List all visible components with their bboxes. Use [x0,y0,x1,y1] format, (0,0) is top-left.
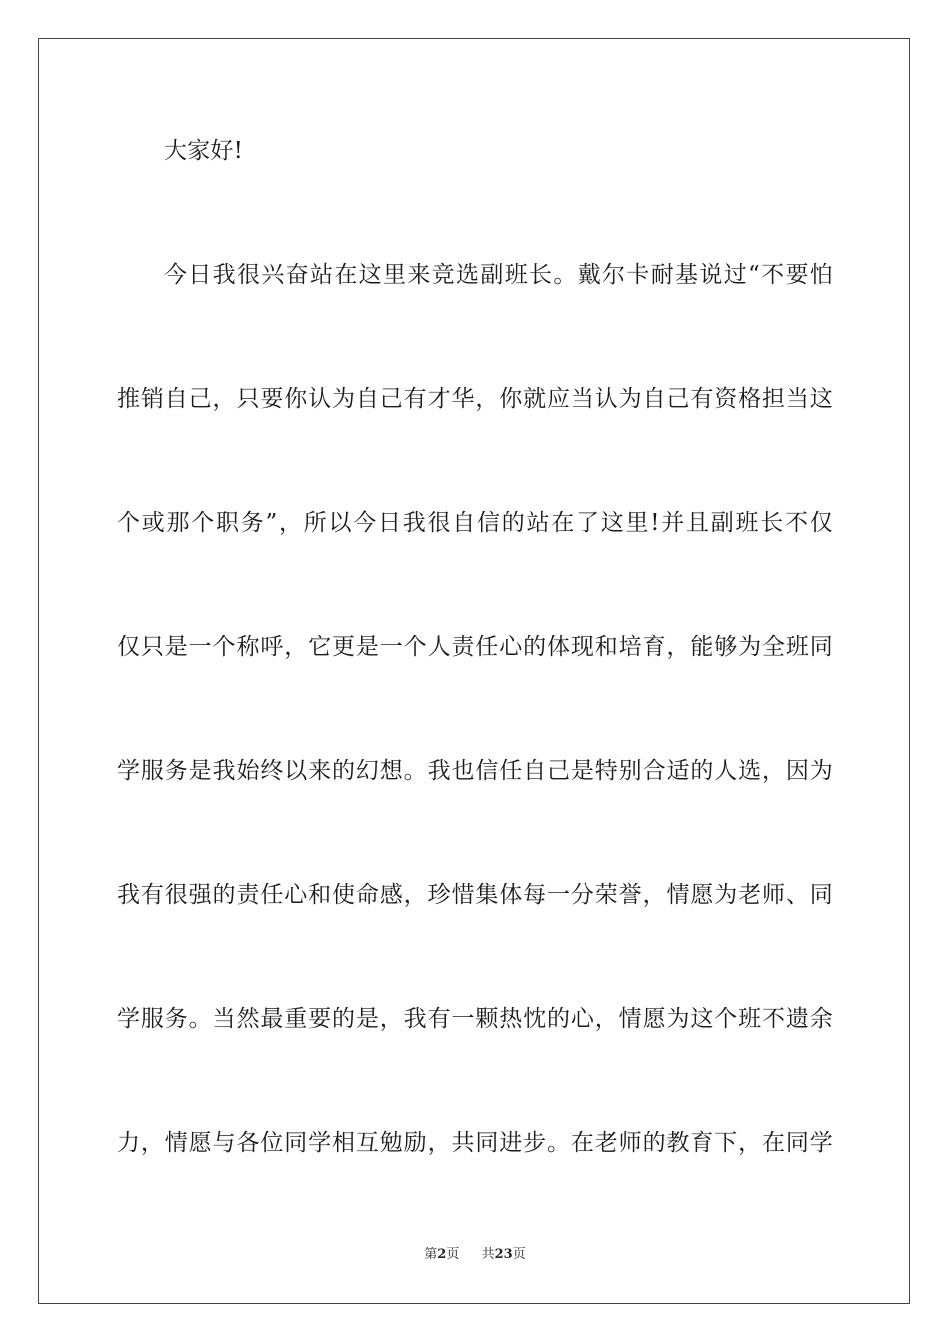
footer-total-prefix: 共 [481,1247,495,1262]
paragraph-line-6: 我有很强的责任心和使命感，珍惜集体每一分荣誉，情愿为老师、同 [117,882,833,908]
footer-page-suffix: 页 [446,1247,460,1262]
page-footer [0,1246,950,1264]
footer-page-total: 23 [494,1247,513,1262]
paragraph-line-7: 学服务。当然最重要的是，我有一颗热忱的心，情愿为这个班不遗余 [117,1006,833,1032]
paragraph-line-2: 推销自己，只要你认为自己有才华，你就应当认为自己有资格担当这 [117,386,833,412]
footer-page-prefix: 第 [424,1247,438,1262]
page-frame [38,38,910,1304]
paragraph-line-3: 个或那个职务”，所以今日我很自信的站在了这里!并且副班长不仅 [117,510,833,536]
paragraph-line-8: 力，情愿与各位同学相互勉励，共同进步。在老师的教育下，在同学 [117,1130,833,1156]
paragraph-line-4: 仅只是一个称呼，它更是一个人责任心的体现和培育，能够为全班同 [117,634,833,660]
paragraph-line-5: 学服务是我始终以来的幻想。我也信任自己是特别合适的人选，因为 [117,758,833,784]
greeting-text: 大家好! [164,138,244,164]
footer-page-current: 2 [437,1247,447,1262]
footer-total-suffix: 页 [512,1247,526,1262]
paragraph-line-1: 今日我很兴奋站在这里来竞选副班长。戴尔卡耐基说过“不要怕 [164,262,833,288]
